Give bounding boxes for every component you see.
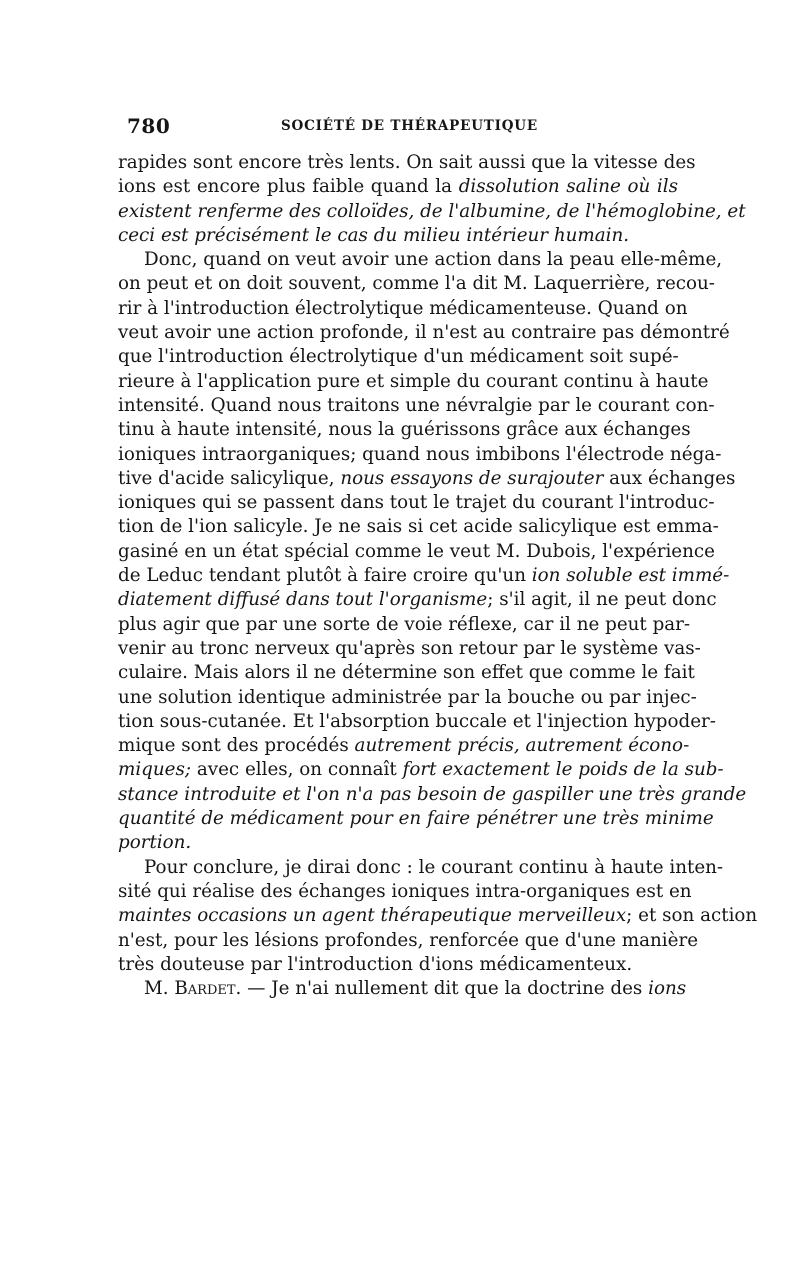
text-line: venir au tronc nerveux qu'après son retour par le système vas- [118, 637, 701, 659]
text-line: ioniques intraorganiques; quand nous imbibons l'électrode néga- [118, 443, 722, 465]
text-line: Pour conclure, je dirai donc : le courant continu à haute inten- [144, 856, 724, 878]
line-segment: ; et son action [626, 905, 758, 927]
line-segment: de Leduc tendant plutôt à faire croire qu'un [118, 565, 532, 587]
text-line: rieure à l'application pure et simple du courant continu à haute [118, 370, 709, 392]
text-line: tinu à haute intensité, nous la guérissons grâce aux échanges [118, 419, 691, 441]
text-line [118, 175, 678, 199]
text-line: rapides sont encore très lents. On sait aussi que la vitesse des [118, 152, 696, 173]
text-line: rir à l'introduction électrolytique médicamenteuse. Quand on [118, 297, 688, 319]
line-segment-italic: autrement précis, autrement écono- [354, 735, 690, 757]
text-line: culaire. Mais alors il ne détermine son effet que comme le fait [118, 662, 695, 684]
line-segment-italic: miques; [118, 759, 192, 781]
speaker-name: M. Bardet. [144, 978, 242, 1000]
text-line [118, 758, 724, 782]
text-line: très douteuse par l'introduction d'ions médicamenteux. [118, 953, 633, 975]
text-line: une solution identique administrée par la bouche ou par injec- [118, 686, 697, 708]
text-line [118, 467, 736, 491]
text-line [118, 734, 690, 758]
page-number: 780 [127, 114, 171, 138]
text-line: que l'introduction électrolytique d'un médicament soit supé- [118, 346, 679, 368]
text-line [118, 588, 717, 612]
line-segment: — Je n'ai nullement dit que la doctrine des [241, 978, 649, 1000]
text-line: n'est, pour les lésions profondes, renforcée que d'une manière [118, 929, 699, 951]
text-line: intensité. Quand nous traitons une névralgie par le courant con- [118, 394, 715, 416]
text-line: veut avoir une action profonde, il n'est au contraire pas démontré [118, 322, 730, 344]
text-line [118, 904, 758, 928]
line-segment-italic: fort exactement le poids de la sub- [402, 759, 724, 781]
text-line: Donc, quand on veut avoir une action dans la peau elle-même, [144, 249, 723, 271]
line-segment: ions est encore plus faible quand la [118, 176, 459, 198]
running-head [127, 114, 677, 142]
text-line: tion sous-cutanée. Et l'absorption buccale et l'injection hypoder- [118, 710, 716, 732]
line-segment-italic: ions [648, 978, 687, 1000]
line-segment-italic: diatement diffusé dans tout l'organisme [118, 589, 488, 611]
text-line: tion de l'ion salicyle. Je ne sais si cet acide salicylique est emma- [118, 516, 719, 538]
line-segment: ; s'il agit, il ne peut donc [487, 589, 717, 611]
text-line-italic: existent renferme des colloïdes, de l'albumine, de l'hémoglobine, et [118, 200, 746, 222]
line-segment-italic: dissolution saline où ils [458, 176, 678, 198]
line-segment-italic: nous essayons de surajouter [340, 467, 604, 489]
text-line: plus agir que par une sorte de voie réflexe, car il ne peut par- [118, 613, 691, 635]
text-line: gasiné en un état spécial comme le veut M. Dubois, l'expérience [118, 540, 715, 562]
text-line [118, 564, 730, 588]
line-segment-italic: ion soluble est immé- [531, 565, 730, 587]
text-line-italic: ceci est précisément le cas du milieu intérieur humain. [118, 224, 630, 246]
line-segment: tive d'acide salicylique, [118, 467, 341, 489]
body-text [118, 151, 758, 1001]
text-line-italic: portion. [118, 832, 192, 854]
text-line: sité qui réalise des échanges ioniques intra-organiques est en [118, 880, 692, 902]
line-segment: aux échanges [603, 467, 736, 489]
text-line [118, 977, 687, 1001]
line-segment: avec elles, on connaît [191, 759, 403, 781]
text-line-italic: stance introduite et l'on n'a pas besoin de gaspiller une très grande [118, 783, 747, 805]
text-line: on peut et on doit souvent, comme l'a dit M. Laquerrière, recou- [118, 273, 715, 295]
line-segment: mique sont des procédés [118, 735, 355, 757]
text-line: ioniques qui se passent dans tout le trajet du courant l'introduc- [118, 492, 715, 514]
line-segment-italic: maintes occasions un agent thérapeutique merveilleux [118, 905, 627, 927]
text-line-italic: quantité de médicament pour en faire pénétrer une très minime [118, 808, 714, 830]
journal-title: SOCIÉTÉ DE THÉRAPEUTIQUE [281, 118, 538, 134]
